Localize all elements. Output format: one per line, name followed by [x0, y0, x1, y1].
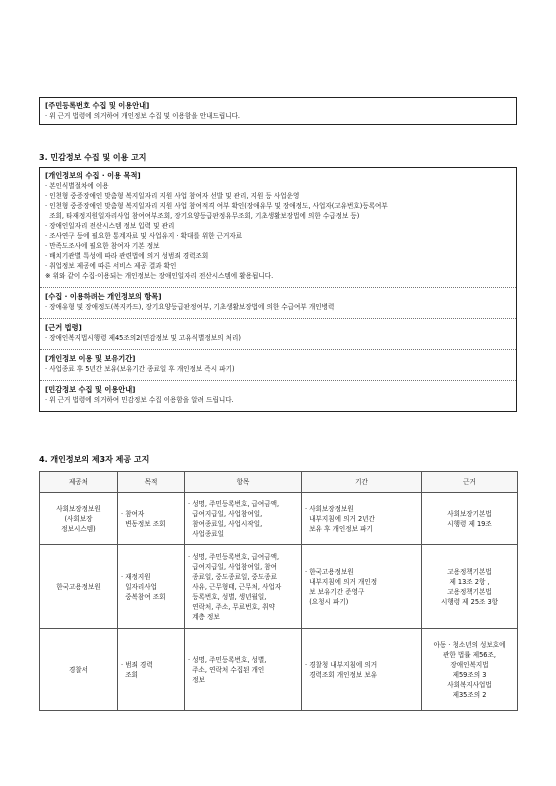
block-title: [민감정보 수집 및 이용안내]	[45, 385, 136, 394]
basis-line: 시행령 제 19조	[447, 519, 492, 528]
block-title: [수집 · 이용하려는 개인정보의 항목]	[45, 292, 162, 301]
block-line: · 조사연구 등에 필요한 통계자료 및 사업유지 · 확대를 위한 근거자료	[45, 232, 243, 240]
sensitive-info-box	[39, 167, 517, 412]
block-title: [근거 법령]	[45, 323, 82, 332]
items-line: 종료일, 중도종료일, 중도종료	[188, 572, 278, 581]
cell-items	[185, 545, 302, 629]
items-line: · 성명, 주민등록번호, 급여금액,	[188, 552, 280, 561]
provider-line: (사회보장	[64, 514, 93, 523]
header-provider: 제공처	[40, 472, 118, 493]
cell-period	[302, 629, 422, 711]
table-row	[40, 493, 518, 545]
basis-line: 고용정책기본법	[447, 587, 492, 596]
block-line: · 장애인일자리 전산시스템 정보 입력 및 관리	[45, 222, 175, 230]
basis-line: 시행령 제 25조 3항	[440, 597, 499, 606]
basis-line: 사회복지사업법	[447, 680, 492, 689]
purpose-line: 조회	[121, 670, 138, 679]
block-line: · 위 근거 법령에 의거하여 민감정보 수집 이용함을 알려 드립니다.	[45, 396, 234, 404]
items-line: 사유, 근무형태, 근무처, 사업자	[188, 582, 282, 591]
header-basis: 근거	[422, 472, 518, 493]
purpose-line: 변동정보 조회	[121, 519, 166, 528]
period-line: 내부지침에 의거 2년간	[305, 514, 375, 523]
provider-line: 사회보장정보원	[56, 504, 101, 513]
header-items: 항목	[185, 472, 302, 493]
items-line: · 성명, 주민등록번호, 급여금액,	[188, 499, 280, 508]
table-header-row	[40, 472, 518, 493]
basis-line: 아동 · 청소년의 성보호에	[433, 640, 506, 649]
purpose-line: 일자리사업	[121, 582, 158, 591]
items-line: 참여종료일, 사업시작일,	[188, 519, 263, 528]
provider-line: 경찰서	[68, 665, 89, 674]
table-row	[40, 629, 518, 711]
block-line: · 인천형 중증장애인 맞춤형 복지일자리 지원 사업 참여적격 여부 확인(장애유무 및 장애정도, 사업자(고유번호)등록여부	[45, 202, 388, 210]
items-line: 등록번호, 성별, 생년월일,	[188, 592, 267, 601]
period-line: · 사회보장정보원	[305, 504, 354, 513]
block-line: 조회, 타재정지원일자리사업 참여여부조회, 장기요양등급판정유무조회, 기초생활보장법에 의한 수급정보 등)	[45, 212, 360, 220]
rrn-notice-title: [주민등록번호 수집 및 이용안내]	[45, 101, 150, 110]
purpose-line: 중복참여 조회	[121, 592, 166, 601]
items-line: 주소, 연락처 수집된 개인	[188, 665, 265, 674]
items-line: 사업종료일	[188, 529, 225, 538]
period-line: 보유 후 개인정보 파기	[305, 524, 373, 533]
provider-line: 정보시스템)	[61, 524, 96, 533]
basis-line: 제59조의 3	[452, 670, 487, 679]
items-line: 급여지급일, 사업참여일, 참여	[188, 562, 278, 571]
period-line: · 경찰청 내부지침에 의거	[305, 660, 378, 669]
period-line: 경력조회 개인정보 보유	[305, 670, 378, 679]
purpose-line: · 범죄 경력	[121, 660, 153, 669]
cell-purpose	[118, 545, 185, 629]
block-line: ※ 위와 같이 수집·이용되는 개인정보는 장애인일자리 전산시스템에 활용됩니다.	[45, 272, 274, 280]
cell-items	[185, 493, 302, 545]
block-line: · 만족도조사에 필요한 참여자 기본 정보	[45, 242, 160, 250]
basis-line: 장애인복지법	[450, 660, 489, 669]
block-line: · 본인식별절차에 이용	[45, 182, 109, 190]
sensitive-block	[40, 381, 516, 411]
cell-items	[185, 629, 302, 711]
block-line: · 장애유형 및 장애정도(복지카드), 장기요양등급판정여부, 기초생활보장법에 의한 수급여부 개인병력	[45, 303, 335, 311]
period-line: 보 보유기간 준영구	[305, 587, 365, 596]
period-line: 내부지침에 의거 개인정	[305, 577, 378, 586]
basis-line: 사회보장기본법	[447, 509, 492, 518]
basis-line: 고용정책기본법	[447, 567, 492, 576]
table-row	[40, 545, 518, 629]
items-line: 계층 정보	[188, 612, 220, 621]
block-line: · 배치기관별 특성에 따라 관련법에 의거 성범죄 경력조회	[45, 252, 209, 260]
period-line: · 한국고용정보원	[305, 567, 354, 576]
rrn-notice-section	[40, 98, 516, 124]
cell-purpose	[118, 493, 185, 545]
cell-basis	[422, 629, 518, 711]
sensitive-block	[40, 288, 516, 319]
cell-basis	[422, 493, 518, 545]
cell-provider	[40, 629, 118, 711]
period-line: (요청시 파기)	[305, 597, 349, 606]
block-line: · 취업정보 제공에 따른 서비스 제공 결과 확인	[45, 262, 177, 270]
sensitive-block	[40, 168, 516, 288]
header-period: 기간	[302, 472, 422, 493]
section4-heading: 4. 개인정보의 제3자 제공 고지	[39, 455, 150, 464]
rrn-notice-box	[39, 97, 517, 125]
block-title: [개인정보의 수집 · 이용 목적]	[45, 171, 141, 180]
basis-line: 제 13조 2항 ,	[449, 577, 490, 586]
block-line: · 장애인복지법시행령 제45조의2(민감정보 및 고유식별정보의 처리)	[45, 334, 241, 342]
sensitive-block	[40, 350, 516, 381]
third-party-table	[39, 471, 518, 711]
sensitive-block	[40, 319, 516, 350]
block-line: · 사업종료 후 5년간 보유(보유기간 종료일 후 개인정보 즉시 파기)	[45, 365, 235, 373]
section3-heading: 3. 민감정보 수집 및 이용 고지	[39, 153, 147, 162]
cell-basis	[422, 545, 518, 629]
cell-provider	[40, 493, 118, 545]
items-line: · 성명, 주민등록번호, 성별,	[188, 655, 267, 664]
cell-period	[302, 545, 422, 629]
provider-line: 한국고용정보원	[56, 582, 101, 591]
items-line: 연락처, 주소, 무료번호, 취약	[188, 602, 275, 611]
rrn-notice-line: · 위 근거 법령에 의거하여 개인정보 수집 및 이용함을 안내드립니다.	[45, 112, 241, 120]
block-title: [개인정보 이용 및 보유기간]	[45, 354, 136, 363]
block-line: · 인천형 중증장애인 맞춤형 복지일자리 지원 사업 참여자 선발 및 관리, 지원 등 사업운영	[45, 192, 300, 200]
header-purpose: 목적	[118, 472, 185, 493]
purpose-line: · 참여자	[121, 509, 145, 518]
cell-provider	[40, 545, 118, 629]
purpose-line: · 재정지원	[121, 572, 151, 581]
items-line: 정보	[188, 675, 205, 684]
basis-line: 관한 법률 제56조,	[443, 650, 496, 659]
cell-period	[302, 493, 422, 545]
cell-purpose	[118, 629, 185, 711]
items-line: 급여지급일, 사업참여일,	[188, 509, 263, 518]
basis-line: 제35조의 2	[452, 690, 487, 699]
